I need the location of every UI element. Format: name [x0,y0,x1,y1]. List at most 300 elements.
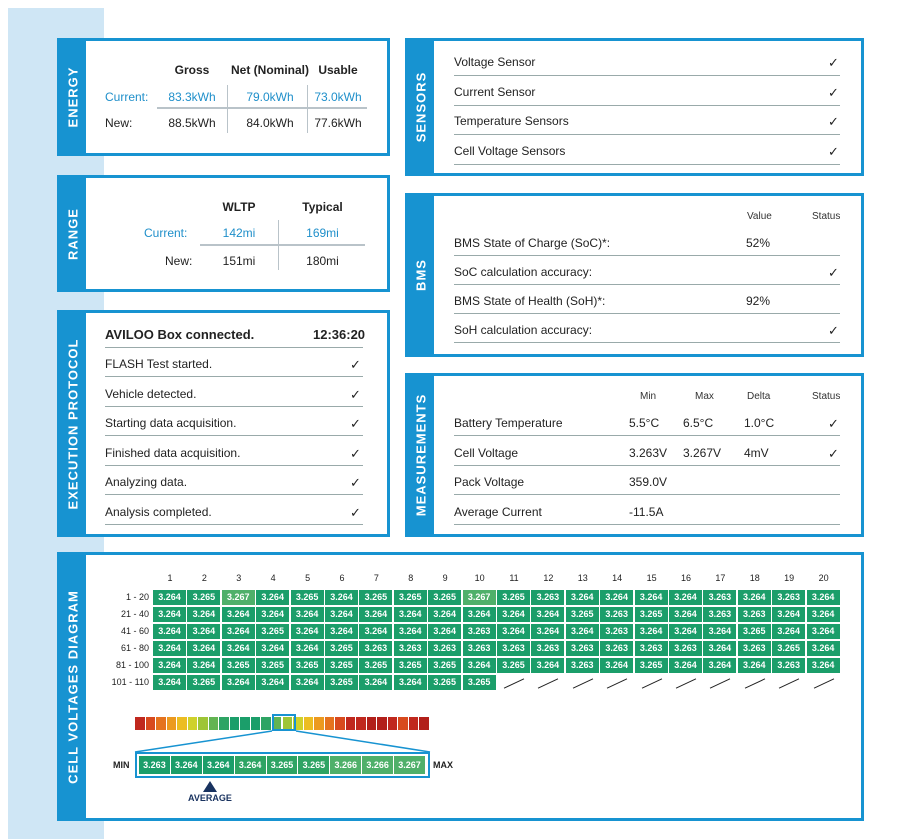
color-scale-segment [304,717,314,730]
cell-col-header: 8 [408,573,414,583]
range-divider [200,244,365,246]
energy-value: 83.3kWh [168,90,216,104]
cell-voltage: 3.263 [394,641,427,656]
color-scale-segment [135,717,145,730]
execution-title-divider [105,347,363,348]
cell-voltage: 3.265 [291,658,324,673]
color-scale-segment [377,717,387,730]
range-col-header: WLTP [222,200,256,214]
bms-col-status: Status [812,211,841,222]
cell-voltage: 3.264 [153,675,186,690]
range-section-label: RANGE [65,207,81,260]
expanded-scale-cell: 3.264 [171,756,202,774]
cell-row-label: 1 - 20 [125,592,149,602]
measurements-col-header: Max [695,391,714,402]
cell-voltage: 3.264 [703,658,736,673]
cell-col-header: 1 [167,573,173,583]
cell-voltage: 3.264 [256,675,289,690]
cell-voltage: 3.263 [669,641,702,656]
range-value: 151mi [222,254,256,268]
cell-row-label: 41 - 60 [120,626,149,636]
energy-value: 77.6kWh [314,116,362,130]
check-icon: ✓ [828,114,839,129]
cell-voltage: 3.264 [325,590,358,605]
connector-line [135,731,272,752]
cell-col-header: 10 [474,573,485,583]
cell-voltage: 3.264 [807,658,840,673]
energy-col-header: Net (Nominal) [231,63,309,77]
cell-voltage: 3.264 [153,607,186,622]
expanded-scale-cell: 3.266 [362,756,393,774]
cell-voltage: 3.264 [256,607,289,622]
cell-voltage: 3.265 [497,658,530,673]
bms-section-label: BMS [413,259,429,291]
cell-voltage: 3.263 [566,658,599,673]
sensors-section-label: SENSORS [413,71,429,143]
bms-row-label: SoH calculation accuracy: [454,323,593,337]
cell-voltage: 3.264 [531,624,564,639]
cell-voltage: 3.264 [153,624,186,639]
measurement-max: 3.267V [683,445,722,460]
range-panel [57,175,390,292]
execution-step: Starting data acquisition. [105,416,237,430]
cell-voltage: 3.263 [772,658,805,673]
cell-voltage: 3.265 [359,590,392,605]
measurement-min: 3.263V [629,445,668,460]
cell-col-header: 12 [543,573,554,583]
check-icon: ✓ [828,84,839,100]
cell-voltage: 3.263 [772,590,805,605]
scale-zoom-box [272,714,296,731]
check-icon: ✓ [350,475,361,490]
cell-voltage: 3.264 [807,607,840,622]
color-scale-segment [325,717,335,730]
cell-voltage: 3.265 [256,658,289,673]
cell-voltage: 3.263 [703,590,736,605]
range-col-header: Typical [302,200,343,214]
cell-voltage: 3.265 [222,658,255,673]
cell-voltage: 3.264 [566,590,599,605]
energy-col-divider [307,85,308,133]
cell-voltage: 3.263 [463,624,496,639]
cell-voltage: 3.264 [531,607,564,622]
range-value: 169mi [306,226,339,240]
empty-cell-dash [538,678,558,688]
cell-col-header: 13 [577,573,588,583]
cell-voltage: 3.265 [497,590,530,605]
cell-col-header: 19 [784,573,795,583]
energy-value: 79.0kWh [246,90,294,104]
cell-voltage: 3.264 [703,624,736,639]
cell-voltage: 3.264 [291,675,324,690]
cell-col-header: 6 [339,573,345,583]
energy-tab [60,41,86,153]
execution-step: FLASH Test started. [105,357,213,371]
range-col-divider [278,220,279,270]
cell-voltage: 3.265 [187,675,220,690]
measurement-label: Battery Temperature [454,416,563,430]
energy-row-label: New: [105,116,133,130]
empty-cell-dash [504,678,524,688]
color-scale-segment [314,717,324,730]
sensor-divider [454,134,840,135]
bms-panel [405,193,864,357]
bms-row-label: BMS State of Health (SoH)*: [454,294,606,308]
measurements-panel [405,373,864,537]
execution-step: Finished data acquisition. [105,445,241,460]
sensor-divider [454,75,840,76]
cell-voltage: 3.264 [807,624,840,639]
cell-col-header: 2 [201,573,207,583]
bms-col-value: Value [747,211,772,222]
execution-step-divider [105,494,363,495]
execution-tab [60,313,86,534]
execution-step-divider [105,435,363,436]
cell-voltage: 3.263 [738,641,771,656]
measurement-min: -11.5A [629,504,664,519]
energy-panel [57,38,390,156]
cell-col-header: 18 [749,573,760,583]
cell-voltage: 3.264 [428,607,461,622]
bms-row-divider [454,342,840,343]
range-tab [60,178,86,289]
bms-row-divider [454,284,840,285]
measurement-label: Average Current [454,504,542,519]
cell-col-header: 9 [442,573,448,583]
color-scale-segment [346,717,356,730]
measurement-divider [454,494,840,495]
range-row-label: Current: [144,226,188,240]
cell-voltage: 3.264 [669,590,702,605]
cell-voltage: 3.263 [566,641,599,656]
execution-panel [57,310,390,537]
cell-voltage: 3.264 [359,607,392,622]
cell-voltage: 3.264 [807,590,840,605]
cell-col-header: 11 [509,573,519,583]
color-scale-segment [398,717,408,730]
cell-voltage: 3.264 [428,624,461,639]
empty-cell-dash [641,678,661,688]
color-scale-segment [167,717,177,730]
measurement-min: 359.0V [629,475,668,489]
empty-cell-dash [676,678,696,688]
cell-voltage: 3.265 [325,675,358,690]
energy-col-divider [227,85,228,133]
measurements-tab [408,376,434,534]
cell-voltage: 3.267 [222,590,255,605]
cell-voltages-panel [57,552,864,821]
cell-voltage: 3.265 [738,624,771,639]
expanded-scale-cell: 3.263 [139,756,170,774]
cell-voltage: 3.264 [531,658,564,673]
cell-col-header: 5 [305,573,311,583]
cell-voltage: 3.264 [463,658,496,673]
cell-voltage: 3.263 [600,607,633,622]
color-scale-segment [240,717,250,730]
cell-voltage: 3.264 [394,624,427,639]
cell-voltage: 3.265 [463,675,496,690]
cell-voltage: 3.264 [325,607,358,622]
cell-voltage: 3.265 [635,607,668,622]
energy-divider [157,107,367,109]
execution-section-label: EXECUTION PROTOCOL [65,338,81,509]
cell-voltage: 3.263 [463,641,496,656]
energy-row-label: Current: [105,90,149,104]
execution-step-divider [105,524,363,525]
cell-voltage: 3.264 [497,624,530,639]
cell-voltage: 3.264 [222,607,255,622]
cell-voltage: 3.264 [738,590,771,605]
bms-row-label: SoC calculation accuracy: [454,265,593,279]
sensor-item: Cell Voltage Sensors [454,143,566,158]
cell-row-label: 101 - 110 [111,677,149,687]
cell-col-header: 14 [612,573,623,583]
cell-col-header: 3 [236,573,242,583]
empty-cell-dash [573,678,593,688]
bms-row-divider [454,313,840,314]
color-scale-segment [251,717,261,730]
cell-voltage: 3.264 [703,641,736,656]
cell-voltage: 3.264 [738,658,771,673]
measurement-divider [454,524,840,525]
cell-voltage: 3.264 [256,641,289,656]
execution-step: Vehicle detected. [105,386,197,401]
measurement-delta: 1.0°C [744,416,775,430]
check-icon: ✓ [828,445,839,461]
cell-voltage: 3.264 [187,624,220,639]
color-scale-segment [146,717,156,730]
measurements-col-header: Min [640,391,657,402]
cell-voltage: 3.263 [497,641,530,656]
cell-row-label: 61 - 80 [120,643,149,653]
cell-voltage: 3.265 [635,658,668,673]
cell-voltage: 3.265 [291,590,324,605]
cell-voltage: 3.264 [153,641,186,656]
cell-voltage: 3.264 [463,607,496,622]
empty-cell-dash [813,678,833,688]
cell-voltage: 3.263 [531,590,564,605]
cell-voltage: 3.263 [359,641,392,656]
cell-voltage: 3.265 [428,675,461,690]
cell-voltage: 3.264 [222,675,255,690]
color-scale-segment [367,717,377,730]
cell-voltage: 3.263 [703,607,736,622]
empty-cell-dash [745,678,765,688]
cell-voltage: 3.264 [807,641,840,656]
check-icon: ✓ [828,143,839,159]
sensor-divider [454,105,840,106]
execution-step-divider [105,406,363,407]
cell-voltage: 3.263 [600,641,633,656]
measurement-delta: 4mV [744,445,769,460]
cell-voltage: 3.265 [394,658,427,673]
color-scale-segment [209,717,219,730]
cell-voltage: 3.264 [222,624,255,639]
measurement-label: Cell Voltage [454,445,519,460]
cell-voltage: 3.265 [428,590,461,605]
empty-cell-dash [779,678,799,688]
cell-col-header: 17 [715,573,726,583]
energy-section-label: ENERGY [65,66,81,128]
energy-value: 73.0kWh [314,90,362,104]
cell-voltage: 3.264 [394,607,427,622]
range-value: 142mi [222,226,256,240]
measurements-col-header: Delta [747,391,771,402]
cell-voltage: 3.265 [394,590,427,605]
cell-voltages-tab [60,555,86,818]
cell-voltage: 3.264 [187,607,220,622]
cell-group-divider [324,590,325,692]
cell-voltage: 3.264 [325,624,358,639]
cell-group-divider [496,590,497,675]
measurement-max: 6.5°C [683,416,714,430]
execution-step-divider [105,376,363,377]
measurement-divider [454,435,840,436]
empty-cell-dash [607,678,627,688]
cell-col-header: 15 [646,573,657,583]
cell-voltage: 3.265 [187,590,220,605]
measurement-divider [454,465,840,466]
cell-voltage: 3.264 [669,658,702,673]
check-icon: ✓ [350,416,361,431]
cell-voltages-section-label: CELL VOLTAGES DIAGRAM [65,589,81,784]
cell-voltage: 3.265 [359,658,392,673]
cell-voltage: 3.265 [428,658,461,673]
scale-min-label: MIN [113,760,130,770]
bms-tab [408,196,434,354]
cell-voltage: 3.265 [566,607,599,622]
cell-col-header: 20 [818,573,829,583]
color-scale-segment [219,717,229,730]
cell-voltage: 3.264 [635,590,668,605]
execution-step-divider [105,465,363,466]
energy-value: 88.5kWh [168,116,216,130]
cell-voltage: 3.265 [325,641,358,656]
check-icon: ✓ [828,265,839,280]
range-row-label: New: [165,254,193,268]
cell-voltage: 3.264 [187,641,220,656]
check-icon: ✓ [828,55,839,70]
cell-voltage: 3.264 [153,658,186,673]
range-value: 180mi [306,254,339,268]
measurements-section-label: MEASUREMENTS [413,393,429,517]
execution-time: 12:36:20 [313,327,366,342]
color-scale-segment [356,717,366,730]
color-scale-segment [409,717,419,730]
measurements-col-header: Status [812,391,841,402]
color-scale-segment [198,717,208,730]
cell-voltage: 3.264 [359,675,392,690]
check-icon: ✓ [350,504,361,520]
cell-row-label: 21 - 40 [120,609,149,619]
cell-voltage: 3.264 [222,641,255,656]
cell-voltage: 3.263 [428,641,461,656]
cell-voltage: 3.264 [359,624,392,639]
expanded-scale-cell: 3.266 [330,756,361,774]
cell-voltage: 3.264 [600,590,633,605]
execution-step: Analyzing data. [105,475,188,489]
cell-voltage: 3.264 [772,624,805,639]
color-scale-segment [156,717,166,730]
expanded-scale-cell: 3.265 [298,756,329,774]
cell-voltage: 3.264 [291,624,324,639]
expanded-scale-cell: 3.264 [235,756,266,774]
measurement-label: Pack Voltage [454,475,525,489]
execution-title: AVILOO Box connected. [105,327,255,342]
color-scale-segment [335,717,345,730]
energy-col-header: Gross [174,63,210,77]
sensor-item: Voltage Sensor [454,55,536,69]
cell-voltage: 3.265 [256,624,289,639]
bms-row-label: BMS State of Charge (SoC)*: [454,236,611,250]
cell-group-divider [668,590,669,675]
check-icon: ✓ [350,445,361,461]
expanded-scale-cell: 3.265 [267,756,298,774]
empty-cell-dash [710,678,730,688]
cell-voltage: 3.263 [531,641,564,656]
bms-row-value: 52% [746,236,771,250]
cell-voltage: 3.264 [600,658,633,673]
average-label: AVERAGE [188,793,232,803]
cell-voltage: 3.264 [291,641,324,656]
cell-col-header: 16 [680,573,691,583]
cell-voltage: 3.267 [463,590,496,605]
cell-voltage: 3.264 [635,624,668,639]
bms-row-divider [454,255,840,256]
cell-voltage: 3.263 [600,624,633,639]
cell-row-label: 81 - 100 [115,660,149,670]
cell-voltage: 3.264 [394,675,427,690]
check-icon: ✓ [350,386,361,402]
cell-voltage: 3.265 [772,641,805,656]
connector-line [296,731,430,752]
average-marker-icon [203,781,217,792]
execution-step: Analysis completed. [105,504,212,519]
cell-voltage: 3.264 [256,590,289,605]
expanded-scale-cell: 3.264 [203,756,234,774]
cell-col-header: 7 [373,573,379,583]
sensors-panel [405,38,864,176]
cell-voltage: 3.264 [497,607,530,622]
cell-voltage: 3.263 [635,641,668,656]
color-scale-segment [388,717,398,730]
cell-col-header: 4 [270,573,276,583]
energy-value: 84.0kWh [246,116,294,130]
check-icon: ✓ [828,323,839,338]
color-scale-segment [261,717,271,730]
energy-col-header: Usable [318,63,358,77]
sensor-divider [454,164,840,165]
sensor-item: Current Sensor [454,84,536,99]
cell-voltage: 3.264 [187,658,220,673]
cell-voltage: 3.263 [738,607,771,622]
cell-voltage: 3.264 [772,607,805,622]
expanded-scale-cell: 3.267 [394,756,425,774]
cell-voltage: 3.265 [325,658,358,673]
cell-voltage: 3.264 [669,607,702,622]
cell-voltage: 3.264 [153,590,186,605]
sensors-tab [408,41,434,173]
color-scale-segment [188,717,198,730]
cell-voltage: 3.264 [566,624,599,639]
check-icon: ✓ [350,357,361,372]
check-icon: ✓ [828,416,839,431]
color-scale-segment [230,717,240,730]
color-scale-segment [177,717,187,730]
bms-row-value: 92% [746,294,771,308]
color-scale-segment [419,717,429,730]
scale-max-label: MAX [433,760,453,770]
